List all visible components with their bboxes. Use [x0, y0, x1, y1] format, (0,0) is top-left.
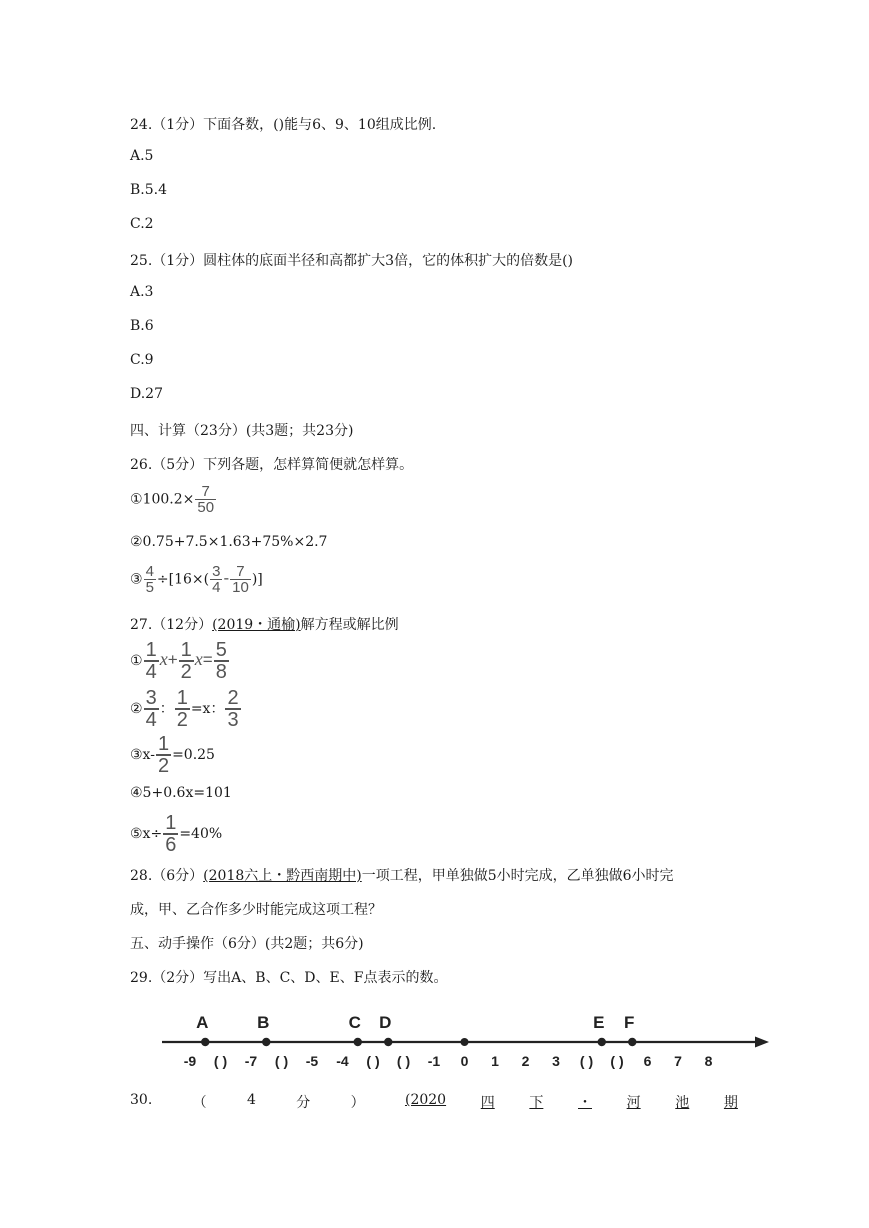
point-marker-b: [262, 1038, 270, 1046]
point-label-c: C: [348, 1013, 361, 1032]
fraction: [144, 640, 159, 682]
denominator: 4: [212, 579, 221, 596]
q27-item-5: [130, 813, 222, 855]
q26-item3-suffix: )]: [251, 571, 263, 588]
fraction: [195, 484, 216, 515]
denominator: 2: [157, 755, 170, 777]
numerator: 3: [145, 687, 157, 709]
numerator: 1: [145, 639, 157, 661]
point-marker-e: [598, 1038, 606, 1046]
tick-label: 3: [552, 1053, 560, 1069]
variable-x: x: [194, 649, 203, 669]
tick-label: -7: [244, 1053, 258, 1069]
tick-label: ( ): [396, 1053, 411, 1069]
fraction: [156, 734, 171, 776]
fraction: [175, 688, 190, 730]
q28-prefix: 28.（6分）: [130, 868, 204, 884]
fraction: [210, 564, 222, 595]
q27-stem: 解方程或解比例: [300, 617, 399, 633]
q27-item-1: [130, 640, 230, 682]
denominator: 4: [145, 661, 157, 683]
numerator: 5: [215, 639, 227, 661]
minus-sign: -: [223, 568, 230, 588]
tick-label: 0: [460, 1053, 469, 1069]
q30-source-part: (2020: [404, 1092, 447, 1108]
point-marker-c: [354, 1038, 362, 1046]
arrow-head-icon: [755, 1037, 769, 1048]
q25-stem: 25.（1分）圆柱体的底面半径和高都扩大3倍，它的体积扩大的倍数是(): [130, 253, 574, 269]
section-5-heading: 五、动手操作（6分）(共2题；共6分): [130, 936, 364, 952]
point-marker-a: [201, 1038, 209, 1046]
q26-stem: 26.（5分）下列各题，怎样算简便就怎样算。: [130, 457, 414, 473]
q27-prefix: 27.（12分）: [130, 617, 213, 633]
denominator: 2: [176, 709, 188, 731]
tick-label: -9: [183, 1053, 197, 1069]
q28-stem-line-1: [130, 865, 674, 885]
circled-1: ①: [130, 653, 143, 669]
denominator: 3: [227, 709, 239, 731]
q30-line: [130, 1092, 738, 1112]
tick-label: 7: [674, 1053, 682, 1069]
equals-sign: =: [202, 650, 213, 669]
fraction: [144, 564, 156, 595]
variable-x: x: [159, 649, 168, 669]
q25-option-a: A.3: [130, 284, 154, 300]
tick-label: ( ): [213, 1053, 228, 1069]
q29-stem: 29.（2分）写出A、B、C、D、E、F点表示的数。: [130, 970, 448, 986]
q30-source-part: 四: [480, 1095, 495, 1111]
q25-option-b: B.6: [130, 318, 154, 334]
point-label-a: A: [196, 1013, 209, 1032]
q24-option-b: B.5.4: [130, 182, 168, 198]
q30-source-part: 河: [626, 1095, 641, 1111]
tick-label: -5: [305, 1053, 319, 1069]
q30-source-part: 下: [529, 1095, 544, 1111]
tick-label: 1: [491, 1053, 499, 1069]
tick-label: 6: [643, 1053, 652, 1069]
numerator: 4: [145, 563, 154, 580]
tick-label: ( ): [274, 1053, 289, 1069]
q26-item-1: [130, 484, 217, 515]
point-label-d: D: [379, 1013, 392, 1032]
fraction: [214, 640, 229, 682]
q28-stem-line-2: 成，甲、乙合作多少时能完成这项工程？: [130, 902, 382, 918]
q26-item-2: ②0.75+7.5×1.63+75%×2.7: [130, 534, 328, 550]
denominator: 5: [145, 579, 154, 596]
q26-item3-mid: ÷[16×(: [156, 571, 210, 588]
tick-label: ( ): [610, 1053, 624, 1069]
denominator: 4: [145, 709, 157, 731]
tick-label: ( ): [579, 1053, 594, 1069]
q28-stem-1: 一项工程，甲单独做5小时完成，乙单独做6小时完: [361, 868, 674, 884]
q25-option-d: D.27: [130, 386, 163, 402]
numerator: 1: [180, 639, 192, 661]
numerator: 3: [212, 563, 221, 580]
q27-item5-prefix: ⑤x÷: [130, 826, 163, 842]
q24-stem: 24.（1分）下面各数，()能与6、9、10组成比例.: [130, 117, 437, 133]
point-marker-f: [628, 1038, 636, 1046]
numerator: 1: [165, 812, 177, 834]
q27-source-link[interactable]: (2019・通榆): [212, 617, 301, 633]
q27-item3-prefix: ③x-: [130, 747, 155, 763]
q27-item2-mid: =x：: [190, 701, 225, 717]
circled-2: ②: [130, 701, 143, 717]
fraction: [144, 688, 159, 730]
q27-item-4: ④5+0.6x=101: [130, 785, 232, 801]
q30-paren-open: （: [192, 1095, 207, 1111]
q24-option-a: A.5: [130, 148, 154, 164]
q30-paren-close: ）: [350, 1095, 365, 1111]
q30-number: 30.: [130, 1092, 153, 1108]
q28-source-link[interactable]: (2018六上・黔西南期中): [203, 868, 362, 884]
denominator: 8: [215, 661, 227, 683]
tick-label: -4: [336, 1053, 349, 1069]
q30-source-part: 池: [675, 1095, 690, 1111]
q27-item5-suffix: =40%: [179, 826, 223, 842]
q27-item-2: [130, 688, 242, 730]
denominator: 6: [165, 834, 177, 856]
ratio-colon: ：: [159, 701, 174, 717]
denominator: 2: [180, 661, 192, 683]
section-4-heading: 四、计算（23分）(共3题；共23分): [130, 423, 354, 439]
q27-stem-line: [130, 614, 399, 634]
numerator: 2: [227, 687, 239, 709]
q26-item-3: [130, 564, 263, 595]
q30-score: 4: [246, 1092, 256, 1108]
circled-3: ③: [130, 571, 143, 588]
numerator: 7: [236, 563, 245, 580]
q30-source-link[interactable]: [405, 1092, 738, 1112]
tick-label: 2: [521, 1053, 530, 1069]
fraction: [163, 813, 178, 855]
plus-sign: +: [167, 650, 178, 669]
fraction: [230, 564, 251, 595]
q30-source-part: ・: [578, 1095, 592, 1111]
numerator: 1: [157, 733, 170, 755]
q25-option-c: C.9: [130, 352, 154, 368]
q30-score-unit: 分: [296, 1095, 311, 1111]
fraction: [179, 640, 194, 682]
tick-label: ( ): [366, 1053, 380, 1069]
numerator: 7: [201, 483, 210, 500]
number-line: [150, 1002, 780, 1072]
tick-label: 8: [704, 1053, 713, 1069]
point-label-f: F: [624, 1013, 635, 1032]
denominator: 50: [197, 499, 215, 516]
q26-item1-prefix: ①100.2×: [130, 491, 195, 508]
q30-source-part: 期: [723, 1095, 738, 1111]
q27-item-3: [130, 734, 215, 776]
q24-option-c: C.2: [130, 216, 154, 232]
origin-dot: [461, 1038, 469, 1046]
tick-label: -1: [427, 1053, 441, 1069]
numerator: 1: [176, 687, 188, 709]
denominator: 10: [232, 579, 249, 596]
point-label-b: B: [257, 1013, 270, 1032]
q27-item3-suffix: =0.25: [172, 747, 215, 763]
fraction: [225, 688, 240, 730]
point-label-e: E: [593, 1013, 605, 1032]
point-marker-d: [384, 1038, 392, 1046]
